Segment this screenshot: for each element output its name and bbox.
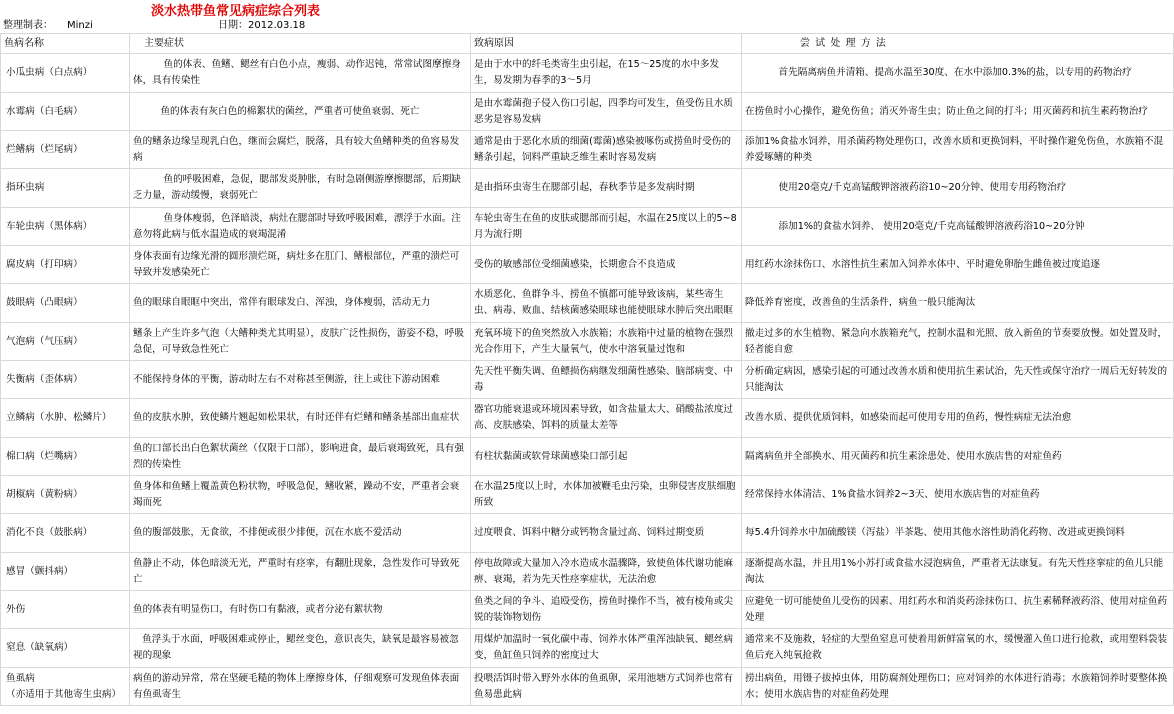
table-row [1,629,1174,668]
symptom-cell: 病鱼的游动异常，常在坚硬毛糙的物体上摩擦身体，仔细观察可发现鱼体表面有鱼虱寄生 [130,668,471,706]
date-value: 2012.03.18 [248,20,306,31]
treatment-cell: 撤走过多的水生植物、紧急向水族箱充气，控制水温和光照、放入新鱼的节奏要放慢。如处置及时，轻者能自愈 [742,323,1174,361]
table-row [1,668,1174,706]
cause-cell: 鱼类之间的争斗、追殴受伤，捞鱼时操作不当，被有棱角或尖锐的装饰物划伤 [471,591,742,629]
disease-name-cell: 胡椒病（黄粉病） [1,476,130,514]
table-row [1,246,1174,284]
treatment-cell: 使用20毫克/千克高锰酸钾溶液药浴10~20分钟、使用专用药物治疗 [742,169,1174,208]
table-row [1,208,1174,246]
treatment-cell: 添加1%食盐水饲养，用杀菌药物处理伤口，改善水质和更换饲料，平时操作避免伤鱼，水族箱不混养爱啄鳍的种类 [742,131,1174,169]
cause-cell: 在水温25度以上时，水体加被鞭毛虫污染，虫卵侵害皮肤细胞所致 [471,476,742,514]
cause-cell: 停电故障或大量加入冷水造成水温骤降，致使鱼体代谢功能麻痹、衰竭，若为先天性痉挛症状，无法治愈 [471,553,742,591]
disease-name-cell: 立鳞病（水肿、松鳞片） [1,399,130,438]
disease-table [0,33,1174,706]
disease-name-cell: 外伤 [1,591,130,629]
cause-cell: 车轮虫寄生在鱼的皮肤或腮部而引起，水温在25度以上的5~8月为流行期 [471,208,742,246]
disease-name-cell: 感冒（颤抖病） [1,553,130,591]
treatment-cell: 经常保持水体清洁、1%食盐水饲养2~3天、使用水族店售的对症鱼药 [742,476,1174,514]
treatment-cell: 捞出病鱼，用镊子拔掉虫体，用防腐剂处理伤口；应对饲养的水体进行消毒；水族箱饲养时要整体换水；使用水族店售的对症鱼药处理 [742,668,1174,706]
treatment-cell: 首先隔离病鱼并清箱、提高水温至30度、在水中添加0.3%的盐，以专用的药物治疗 [742,54,1174,93]
treatment-cell: 添加1%的食盐水饲养、 使用20毫克/千克高锰酸钾溶液药浴10~20分钟 [742,208,1174,246]
disease-name-cell: 气泡病（气压病） [1,323,130,361]
disease-name-cell: 鱼虱病 （亦适用于其他寄生虫病） [1,668,130,706]
cause-cell: 先天性平衡失调、鱼鳔损伤病继发细菌性感染、脑部病变、中毒 [471,361,742,399]
cause-cell: 通常是由于恶化水质的细菌(霉菌)感染被啄伤或捞鱼时受伤的鳍条引起，饲料严重缺乏维生素时容易发病 [471,131,742,169]
symptom-cell: 鱼身体瘦弱，色泽暗淡，病灶在腮部时导致呼吸困难，漂浮于水面。注意勿将此病与低水温造成的衰竭混淆 [130,208,471,246]
cause-cell: 是由水霉菌孢子侵入伤口引起，四季均可发生，鱼受伤且水质恶劣是容易发病 [471,93,742,131]
treatment-cell: 逐渐提高水温，并且用1%小苏打或食盐水浸泡病鱼，严重者无法康复。有先天性痉挛症的鱼儿只能淘汰 [742,553,1174,591]
treatment-cell: 改善水质、提供优质饲料，如感染而起可使用专用的鱼药，慢性病症无法治愈 [742,399,1174,438]
disease-name-cell: 车轮虫病（黑体病） [1,208,130,246]
table-row [1,361,1174,399]
symptom-cell: 鱼的体表、鱼鳍、鳃丝有白色小点，瘦弱、动作迟钝，常常试图摩擦身体，具有传染性 [130,54,471,93]
disease-name-cell: 烂鳍病（烂尾病） [1,131,130,169]
treatment-cell: 分析确定病因，感染引起的可通过改善水质和使用抗生素试治，先天性或保守治疗一周后无好转发的只能淘汰 [742,361,1174,399]
disease-name-cell: 腐皮病（打印病） [1,246,130,284]
table-row [1,553,1174,591]
symptom-cell: 鳍条上产生许多气泡（大鳍种类尤其明显），皮肤广泛性损伤，游姿不稳，呼吸急促，可导致急性死亡 [130,323,471,361]
disease-name-cell: 鼓眼病（凸眼病） [1,284,130,323]
cause-cell: 充氧环境下的鱼突然放入水族箱；水族箱中过量的植物在强烈光合作用下，产生大量氧气，使水中溶氧量过饱和 [471,323,742,361]
disease-name-cell: 水霉病（白毛病） [1,93,130,131]
disease-name-cell: 消化不良（鼓胀病） [1,514,130,553]
header-cause: 致病原因 [471,34,742,54]
maker-value: Minzi [67,20,93,31]
disease-name-cell: 指环虫病 [1,169,130,208]
table-row [1,476,1174,514]
header-treatment: 尝 试 处 理 方 法 [742,34,1174,54]
page-title: 淡水热带鱼常见病症综合列表 [151,4,321,19]
disease-name-cell: 窒息（缺氧病） [1,629,130,668]
table-row [1,54,1174,93]
date-label: 日期： [218,20,248,31]
symptom-cell: 鱼的体表有明显伤口，有时伤口有黏液，或者分泌有絮状物 [130,591,471,629]
disease-name-cell: 失衡病（歪体病） [1,361,130,399]
maker-info [3,16,93,31]
date-info [218,16,305,31]
treatment-cell: 通常来不及施救，轻症的大型鱼窒息可使着用新鲜富氧的水，缓慢灌入鱼口进行抢救，或用塑料袋装鱼后充入纯氧抢救 [742,629,1174,668]
symptom-cell: 不能保持身体的平衡，游动时左右不对称甚至侧游，往上或往下游动困难 [130,361,471,399]
cause-cell: 有柱状黏菌或软骨球菌感染口部引起 [471,438,742,476]
disease-name-cell: 小瓜虫病（白点病） [1,54,130,93]
cause-cell: 受伤的敏感部位受细菌感染，长期愈合不良造成 [471,246,742,284]
treatment-cell: 用红药水涂抹伤口、水溶性抗生素加入饲养水体中、平时避免卵胎生雌鱼被过度追逐 [742,246,1174,284]
cause-cell: 投喂活饵时带入野外水体的鱼虱卵，采用池塘方式饲养也常有鱼易患此病 [471,668,742,706]
treatment-cell: 隔离病鱼并全部换水、用灭菌药和抗生素涂患处、使用水族店售的对症鱼药 [742,438,1174,476]
table-row [1,399,1174,438]
symptom-cell: 鱼的呼吸困难，急促，腮部发炎肿胀，有时急剧侧游摩擦腮部，后期缺乏力量，游动缓慢，衰弱死亡 [130,169,471,208]
symptom-cell: 鱼的体表有灰白色的棉絮状的菌丝，严重者可使鱼衰弱、死亡 [130,93,471,131]
symptom-cell: 鱼的皮肤水肿，致使鳞片翘起如松果状，有时还伴有烂鳍和鳍条基部出血症状 [130,399,471,438]
table-header-row [1,34,1174,54]
cause-cell: 过度喂食、饵料中糖分或钙物含量过高、饲料过期变质 [471,514,742,553]
table-row [1,169,1174,208]
cause-cell: 器官功能衰退或环境因素导致，如含盐量太大、硝酸盐浓度过高、皮肤感染、饵料的质量太差等 [471,399,742,438]
maker-label: 整理制表： [3,20,53,31]
table-row [1,514,1174,553]
treatment-cell: 每5.4升饲养水中加硫酸镁（泻盐）半茶匙、使用其他水溶性助消化药物、改进或更换饲料 [742,514,1174,553]
symptom-cell: 鱼身体和鱼鳍上覆盖黄色粉状物，呼吸急促，鳍收紧，躁动不安，严重者会衰竭而死 [130,476,471,514]
header-symptoms: 主要症状 [130,34,471,54]
treatment-cell: 在捞鱼时小心操作，避免伤鱼；消灭外寄生虫；防止鱼之间的打斗；用灭菌药和抗生素药物治疗 [742,93,1174,131]
table-row [1,591,1174,629]
symptom-cell: 鱼的口部长出白色絮状菌丝（仅限于口部），影响进食，最后衰竭致死，具有强烈的传染性 [130,438,471,476]
symptom-cell: 鱼的腹部鼓胀，无食欲，不排便或很少排便，沉在水底不爱活动 [130,514,471,553]
cause-cell: 水质恶化、鱼群争斗、捞鱼不慎都可能导致该病，某些寄生虫、病毒、败血、结核菌感染眼球也能使眼球水肿后突出眼眶 [471,284,742,323]
symptom-cell: 鱼浮头于水面，呼吸困难或停止，鳃丝变色，意识丧失，缺氧是最容易被忽视的现象 [130,629,471,668]
cause-cell: 是由指环虫寄生在腮部引起，春秋季节是多发病时期 [471,169,742,208]
table-row [1,323,1174,361]
table-row [1,438,1174,476]
symptom-cell: 鱼的鳍条边缘呈现乳白色，继而会腐烂，脱落，具有较大鱼鳍种类的鱼容易发病 [130,131,471,169]
table-row [1,93,1174,131]
symptom-cell: 鱼静止不动，体色暗淡无光，严重时有痉挛，有翻肚现象，急性发作可导致死亡 [130,553,471,591]
cause-cell: 用煤炉加温时一氧化碳中毒、饲养水体严重浑浊缺氧、鳃丝病变，鱼缸鱼只饲养的密度过大 [471,629,742,668]
table-row [1,284,1174,323]
cause-cell: 是由于水中的纤毛类寄生虫引起，在15～25度的水中多发生，易发期为春季的3～5月 [471,54,742,93]
symptom-cell: 身体表面有边缘光滑的圆形溃烂斑，病灶多在肛门、鳍根部位，严重的溃烂可导致并发感染死亡 [130,246,471,284]
treatment-cell: 应避免一切可能使鱼儿受伤的因素、用红药水和消炎药涂抹伤口、抗生素稀释液药浴、使用对症鱼药处理 [742,591,1174,629]
table-row [1,131,1174,169]
treatment-cell: 降低养育密度，改善鱼的生活条件，病鱼一般只能淘汰 [742,284,1174,323]
disease-name-cell: 棉口病（烂嘴病） [1,438,130,476]
header-disease-name: 鱼病名称 [1,34,130,54]
symptom-cell: 鱼的眼球自眼眶中突出，常伴有眼球发白、浑浊，身体瘦弱，活动无力 [130,284,471,323]
